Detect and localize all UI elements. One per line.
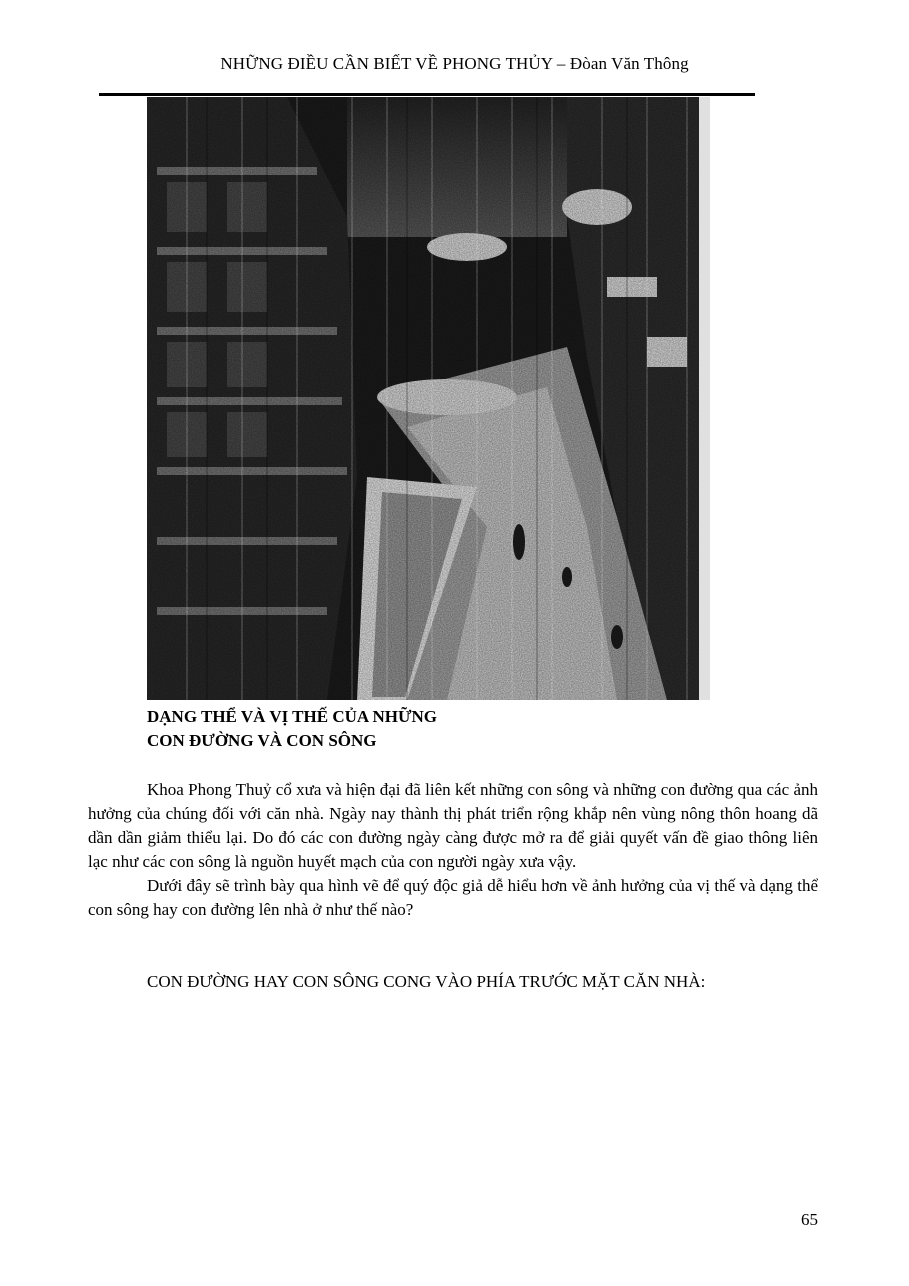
paragraph-2: Dưới đây sẽ trình bày qua hình vẽ để quý độc giả dễ hiểu hơn về ảnh hưởng của vị thế và dạng thể con sông hay con đường lên nhà ở như thế nào?	[88, 876, 818, 919]
section-title-line-2: CON ĐƯỜNG VÀ CON SÔNG	[147, 731, 377, 750]
header-rule	[99, 93, 755, 96]
subheading: CON ĐƯỜNG HAY CON SÔNG CONG VÀO PHÍA TRƯỚC MẶT CĂN NHÀ:	[147, 972, 706, 991]
street-photo-image	[147, 97, 710, 700]
section-title	[147, 705, 437, 753]
paragraph-1: Khoa Phong Thuỷ cổ xưa và hiện đại đã liên kết những con sông và những con đường qua các ảnh hưởng của chúng đối với căn nhà. Ngày nay thành thị phát triển rộng khắp nên vùng nông thôn hoang dã dần dần giảm thiểu lại. Do đó các con đường ngày càng được mở ra để giải quyết vấn đề giao thông liên lạc như các con sông là nguồn huyết mạch của con người ngày xưa vậy.	[88, 780, 818, 871]
running-header: NHỮNG ĐIỀU CẦN BIẾT VỀ PHONG THỦY – Đòan Văn Thông	[220, 54, 689, 73]
page-number: 65	[801, 1210, 818, 1229]
body-text	[88, 778, 818, 922]
section-title-line-1: DẠNG THỂ VÀ VỊ THẾ CỦA NHỮNG	[147, 707, 437, 726]
